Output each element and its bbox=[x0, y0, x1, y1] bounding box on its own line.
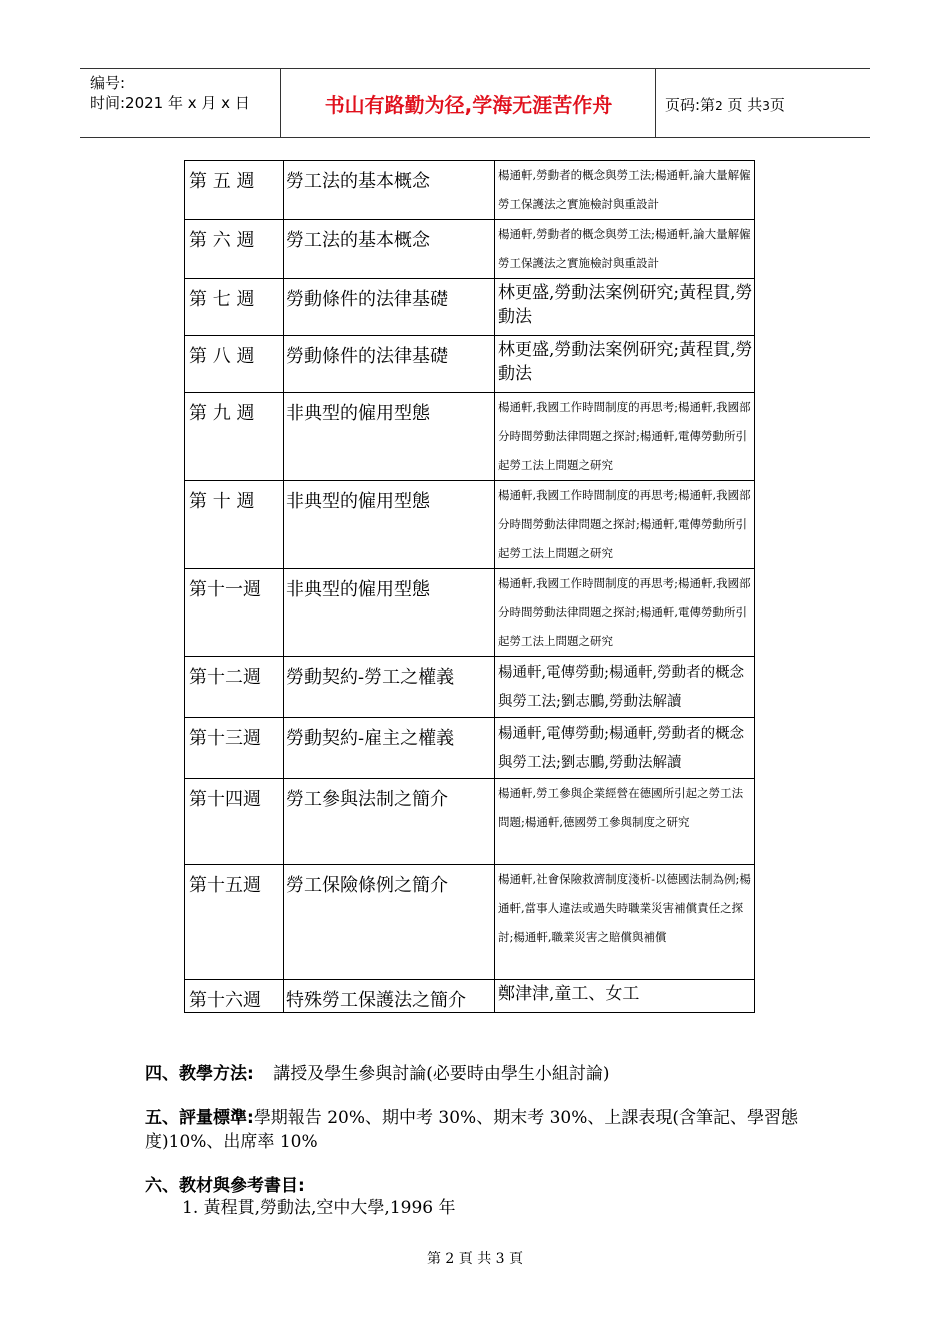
grading-section bbox=[145, 1106, 825, 1154]
week-cell: 第十六週 bbox=[185, 980, 284, 1013]
topic-cell: 勞工參與法制之簡介 bbox=[284, 779, 495, 865]
page-header bbox=[80, 68, 870, 138]
week-cell: 第十五週 bbox=[185, 865, 284, 980]
schedule-row bbox=[185, 161, 755, 220]
teaching-method-text: 講授及學生參與討論(必要時由學生小組討論) bbox=[273, 1064, 610, 1084]
schedule-row bbox=[185, 481, 755, 569]
textbook-item: 1. 黃程貫,勞動法,空中大學,1996 年 bbox=[182, 1198, 456, 1218]
week-cell: 第 十 週 bbox=[185, 481, 284, 569]
week-cell: 第十二週 bbox=[185, 657, 284, 718]
week-cell: 第十一週 bbox=[185, 569, 284, 657]
week-cell: 第 八 週 bbox=[185, 336, 284, 393]
teaching-method-heading: 四、教學方法: bbox=[145, 1064, 254, 1084]
reference-cell: 楊通軒,電傳勞動;楊通軒,勞動者的概念與勞工法;劉志鵬,勞動法解讀 bbox=[495, 718, 755, 779]
reference-cell: 楊通軒,勞動者的概念與勞工法;楊通軒,論大量解僱勞工保護法之實施檢討與重設計 bbox=[495, 220, 755, 279]
topic-cell: 勞動條件的法律基礎 bbox=[284, 279, 495, 336]
teaching-method-section bbox=[145, 1062, 609, 1086]
page-suffix: 页 bbox=[769, 96, 785, 114]
topic-cell: 特殊勞工保護法之簡介 bbox=[284, 980, 495, 1013]
schedule-row bbox=[185, 779, 755, 865]
header-divider bbox=[280, 69, 281, 137]
reference-cell: 楊通軒,勞動者的概念與勞工法;楊通軒,論大量解僱勞工保護法之實施檢討與重設計 bbox=[495, 161, 755, 220]
schedule-row bbox=[185, 657, 755, 718]
reference-cell: 楊通軒,我國工作時間制度的再思考;楊通軒,我國部分時間勞動法律問題之探討;楊通軒,電傳勞動所引起勞工法上問題之研究 bbox=[495, 569, 755, 657]
week-cell: 第 五 週 bbox=[185, 161, 284, 220]
textbook-heading: 六、教材與參考書目: bbox=[145, 1176, 305, 1196]
week-cell: 第 六 週 bbox=[185, 220, 284, 279]
topic-cell: 勞工保險條例之簡介 bbox=[284, 865, 495, 980]
week-cell: 第十三週 bbox=[185, 718, 284, 779]
topic-cell: 非典型的僱用型態 bbox=[284, 481, 495, 569]
reference-cell: 楊通軒,我國工作時間制度的再思考;楊通軒,我國部分時間勞動法律問題之探討;楊通軒,電傳勞動所引起勞工法上問題之研究 bbox=[495, 393, 755, 481]
week-cell: 第十四週 bbox=[185, 779, 284, 865]
header-divider bbox=[655, 69, 656, 137]
weekly-schedule-table bbox=[184, 160, 755, 1013]
header-page-indicator bbox=[665, 94, 785, 115]
week-cell: 第 九 週 bbox=[185, 393, 284, 481]
week-cell: 第 七 週 bbox=[185, 279, 284, 336]
grading-heading: 五、評量標準: bbox=[145, 1108, 254, 1128]
schedule-row bbox=[185, 279, 755, 336]
topic-cell: 勞動條件的法律基礎 bbox=[284, 336, 495, 393]
reference-cell: 林更盛,勞動法案例研究;黃程貫,勞動法 bbox=[495, 279, 755, 336]
header-motto: 书山有路勤为径,学海无涯苦作舟 bbox=[324, 93, 613, 117]
topic-cell: 勞動契約-勞工之權義 bbox=[284, 657, 495, 718]
reference-cell: 鄭津津,童工、女工 bbox=[495, 980, 755, 1013]
topic-cell: 勞工法的基本概念 bbox=[284, 220, 495, 279]
topic-cell: 非典型的僱用型態 bbox=[284, 569, 495, 657]
topic-cell: 勞工法的基本概念 bbox=[284, 161, 495, 220]
schedule-row bbox=[185, 393, 755, 481]
schedule-row bbox=[185, 865, 755, 980]
grading-text: 學期報告 20%、期中考 30%、期末考 30%、上課表現(含筆記、學習態度)10%、出席率 10% bbox=[145, 1108, 799, 1152]
topic-cell: 勞動契約-雇主之權義 bbox=[284, 718, 495, 779]
reference-cell: 楊通軒,社會保險救濟制度淺析-以德國法制為例;楊通軒,當事人違法或過失時職業災害補償責任之探討;楊通軒,職業災害之賠償與補償 bbox=[495, 865, 755, 980]
page-footer: 第 2 頁 共 3 頁 bbox=[426, 1251, 524, 1267]
schedule-row bbox=[185, 980, 755, 1013]
page-prefix: 页码:第 bbox=[665, 96, 716, 114]
document-time-label: 时间:2021 年 x 月 x 日 bbox=[90, 94, 250, 112]
schedule-row bbox=[185, 336, 755, 393]
document-number-label: 编号: bbox=[90, 74, 126, 92]
reference-cell: 楊通軒,勞工參與企業經營在德國所引起之勞工法問題;楊通軒,德國勞工參與制度之研究 bbox=[495, 779, 755, 865]
textbook-section bbox=[145, 1174, 305, 1198]
schedule-row bbox=[185, 220, 755, 279]
reference-cell: 林更盛,勞動法案例研究;黃程貫,勞動法 bbox=[495, 336, 755, 393]
schedule-row bbox=[185, 569, 755, 657]
page-total: 3 bbox=[762, 99, 770, 113]
reference-cell: 楊通軒,我國工作時間制度的再思考;楊通軒,我國部分時間勞動法律問題之探討;楊通軒,電傳勞動所引起勞工法上問題之研究 bbox=[495, 481, 755, 569]
page-current: 2 bbox=[715, 99, 723, 113]
topic-cell: 非典型的僱用型態 bbox=[284, 393, 495, 481]
header-meta bbox=[90, 73, 280, 113]
schedule-row bbox=[185, 718, 755, 779]
page-mid: 页 共 bbox=[727, 96, 763, 114]
reference-cell: 楊通軒,電傳勞動;楊通軒,勞動者的概念與勞工法;劉志鵬,勞動法解讀 bbox=[495, 657, 755, 718]
